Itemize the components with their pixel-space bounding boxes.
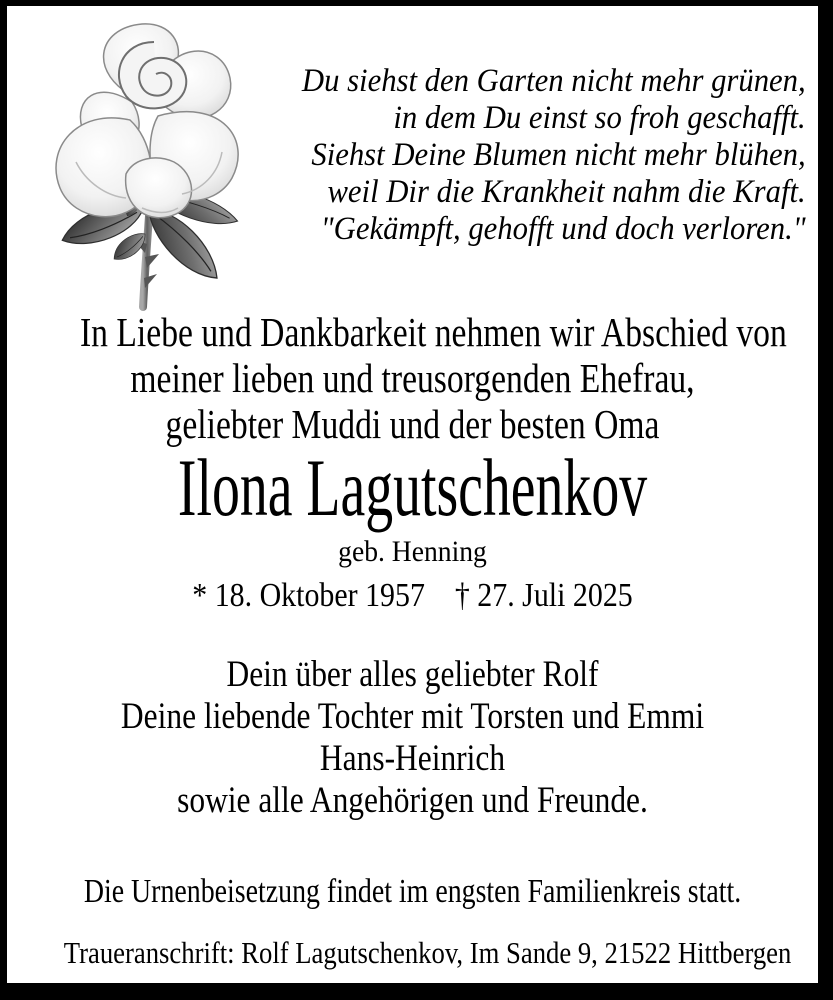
poem-line: Du siehst den Garten nicht mehr grünen, [302, 63, 806, 99]
farewell-line: meiner lieben und treusorgenden Ehefrau, [130, 355, 695, 401]
deceased-name: Ilona Lagutschenkov [177, 442, 648, 533]
mourner-line: sowie alle Angehörigen und Freunde. [177, 780, 648, 821]
mourner-line: Hans-Heinrich [319, 738, 506, 779]
notice-sheet [7, 6, 818, 983]
burial-note: Die Urnenbeisetzung findet im engsten Familienkreis statt. [83, 873, 742, 910]
poem-line: weil Dir die Krankheit nahm die Kraft. [327, 174, 806, 210]
mourners-list [68, 654, 757, 822]
mourning-address: Traueranschrift: Rolf Lagutschenkov, Im Sande 9, 21522 Hittbergen [63, 935, 792, 970]
life-dates [56, 576, 770, 616]
poem-line: Siehst Deine Blumen nicht mehr blühen, [311, 137, 806, 173]
farewell-line: In Liebe und Dankbarkeit nehmen wir Abschied von [79, 309, 787, 355]
maiden-name: geb. Henning [338, 535, 487, 568]
farewell-line: geliebter Muddi und der besten Oma [165, 401, 660, 447]
poem-line: "Gekämpft, gehofft und doch verloren." [321, 211, 806, 247]
rose-illustration [25, 12, 267, 312]
mourner-line: Dein über alles geliebter Rolf [226, 654, 599, 695]
poem-line: in dem Du einst so froh geschafft. [393, 100, 806, 136]
rose-icon [25, 12, 267, 312]
birth-date: * 18. Oktober 1957 [192, 577, 425, 614]
death-date: † 27. Juli 2025 [454, 577, 633, 614]
farewell-text [79, 309, 787, 447]
memorial-poem [302, 63, 806, 248]
mourner-line: Deine liebende Tochter mit Torsten und Emmi [120, 696, 705, 737]
